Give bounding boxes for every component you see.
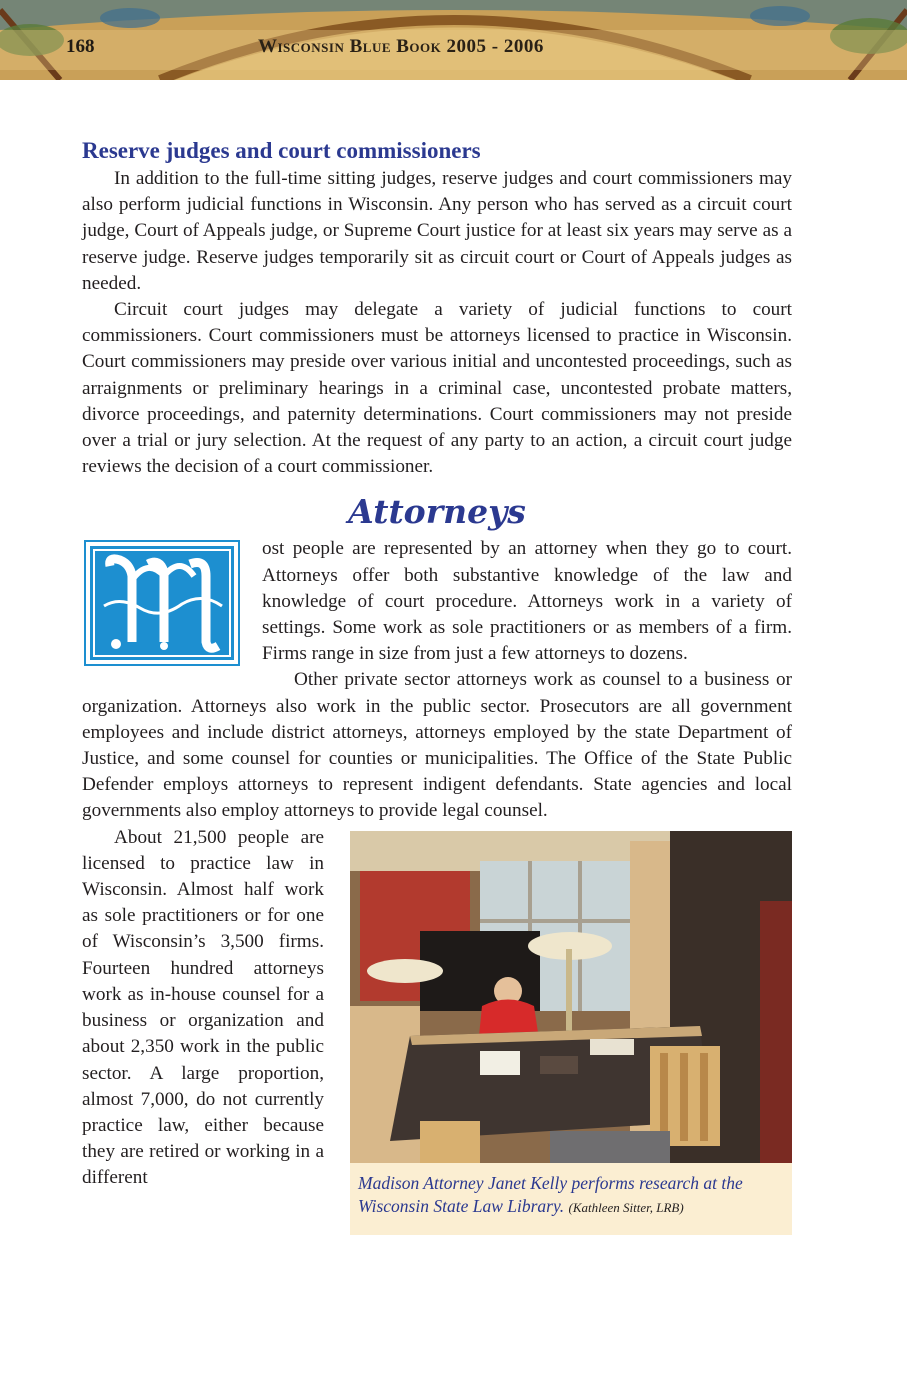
dropcap-m-icon — [84, 540, 240, 666]
photo-figure — [350, 831, 792, 1235]
page-body — [82, 136, 792, 1241]
section-paragraph-1: In addition to the full-time sitting judges, reserve judges and court commissioners may also perform judicial functions in Wisconsin. Any person who has served as a circuit court judge, Court of Appeals judge, or Supreme Court justice for at least six years may serve as a reserve judge. Reserve judges temporarily sit as circuit court or Court of Appeals judges as needed. — [82, 168, 792, 294]
section-heading: Reserve judges and court commissioners — [82, 138, 481, 163]
caption-text: Madison Attorney Janet Kelly performs research at the Wisconsin State Law Library. — [358, 1172, 743, 1216]
attorneys-paragraph-2: Other private sector attorneys work as counsel to a business or organization. Attorneys also work in the public sector. Prosecutors are all government employees and include district attorneys, attorneys employed by the state Department of Justice, and some counsel for counties or municipalities. The Office of the State Public Defender employs attorneys to represent indigent defendants. State agencies and local governments also employ attorneys to provide legal counsel. — [82, 669, 792, 822]
ornamental-m-icon — [90, 546, 234, 660]
attorneys-paragraph-3: About 21,500 people are licensed to practice law in Wisconsin. Almost half work as sole practitioners or for one of Wisconsin’s 3,500 firms. Fourteen hundred attorneys work as in-house counsel for a business or organization and about 2,350 work in the public sector. A large proportion, almost 7,000, do not currently practice law, either because they are retired or working in a different — [82, 826, 324, 1189]
photo-credit: (Kathleen Sitter, LRB) — [568, 1199, 684, 1215]
attorneys-intro-text: ost people are represented by an attorney when they go to court. Attorneys offer both substantive knowledge of the law and knowledge of court procedure. Attorneys work in a variety of settings. Some work as sole practitioners or as members of a firm. Firms range in size from just a few attorneys to dozens. — [262, 538, 792, 665]
section-paragraph-2: Circuit court judges may delegate a variety of judicial functions to court commissioners. Court commissioners must be attorneys licensed to practice in Wisconsin. Court commissioners may preside over various initial and uncontested proceedings, such as arraignments or preliminary hearings in a criminal case, uncontested probate matters, divorce proceedings, and paternity determinations. Court commissioners may not preside over a trial or jury selection. At the request of any party to an action, a circuit court judge reviews the decision of a court commissioner. — [82, 299, 792, 478]
header-banner — [0, 0, 907, 80]
law-library-photo — [350, 831, 792, 1163]
attorneys-title: Attorneys — [348, 492, 526, 532]
photo-caption — [350, 1163, 792, 1235]
page-number: 168 — [66, 36, 95, 57]
running-head: Wisconsin Blue Book 2005 - 2006 — [258, 36, 544, 57]
